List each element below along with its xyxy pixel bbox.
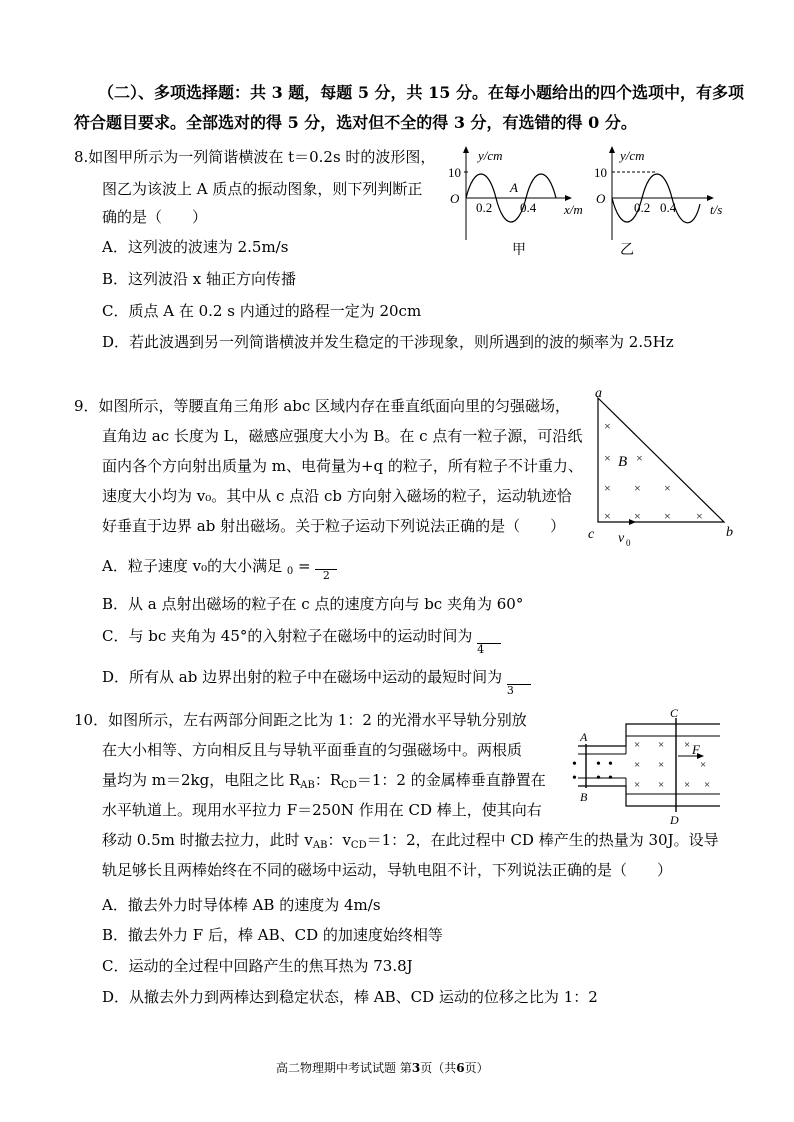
svg-text:•: • (572, 757, 577, 772)
fig10-label-D: D (670, 813, 679, 827)
svg-text:×: × (658, 759, 665, 771)
svg-text:×: × (664, 481, 671, 495)
svg-text:•: • (608, 771, 613, 786)
svg-text:×: × (604, 481, 611, 495)
fig9-label-v: v (618, 531, 625, 546)
jia-xlabel: x/m (564, 202, 583, 217)
svg-text:×: × (658, 739, 665, 751)
svg-text:×: × (664, 509, 671, 523)
q8-option-d: D．若此波遇到另一列简谐横波并发生稳定的干涉现象，则所遇到的波的频率为 2.5Hz (102, 333, 674, 351)
svg-text:×: × (604, 509, 611, 523)
jia-point-a: A (510, 180, 518, 195)
section-header-line2: 符合题目要求。全部选对的得 5 分，选对但不全的得 3 分，有选错的得 0 分。 (74, 113, 637, 132)
svg-text:×: × (634, 759, 641, 771)
svg-text:×: × (684, 779, 691, 791)
svg-text:×: × (634, 509, 641, 523)
fig10-label-A: A (580, 730, 588, 744)
page-footer: 高二物理期中考试试题 第3页（共6页） (276, 1061, 489, 1075)
svg-text:×: × (634, 481, 641, 495)
q10-stem-5: 移动 0.5m 时撤去拉力，此时 $v_{AB}$：$v_{CD}=1$：2，在此过程中 CD 棒产生的热量为 30J。设导 (102, 831, 719, 851)
jia-ytick: 10 (448, 165, 461, 180)
section-header-line1: （二）、多项选择题：共 3 题，每题 5 分，共 15 分。在每小题给出的四个选项中，有多项 (98, 83, 744, 102)
q10-option-d: D．从撤去外力到两棒达到稳定状态，棒 AB、CD 运动的位移之比为 1：2 (102, 988, 598, 1006)
q9-d-fraction: 3 (507, 684, 531, 697)
yi-ylabel: y/cm (620, 148, 645, 163)
q8-stem-3: 确的是（ ） (102, 208, 208, 226)
yi-tick2: 0.4 (660, 200, 677, 215)
q8-stem-1: 8.如图甲所示为一列简谐横波在 t＝0.2s 时的波形图， (74, 148, 436, 166)
yi-caption: 乙 (620, 243, 634, 258)
q8-stem-2: 图乙为该波上 A 质点的振动图象，则下列判断正 (102, 180, 423, 198)
vibration-graph-yi (590, 142, 740, 260)
q9-stem-2: 直角边 ac 长度为 L，磁感应强度大小为 B。在 c 点有一粒子源，可沿纸 (102, 427, 583, 445)
q9-stem-1: 9．如图所示，等腰直角三角形 abc 区域内存在垂直纸面向里的匀强磁场， (74, 397, 571, 415)
q10-option-c: C．运动的全过程中回路产生的焦耳热为 73.8J (102, 957, 413, 975)
jia-caption: 甲 (512, 243, 526, 258)
q10-option-a: A．撤去外力时导体棒 AB 的速度为 4m/s (102, 896, 381, 914)
yi-tick1: 0.2 (634, 200, 651, 215)
q8-option-a: A．这列波的波速为 2.5m/s (102, 238, 289, 256)
fig9-label-b: b (726, 525, 733, 540)
svg-text:×: × (604, 451, 611, 465)
q10-option-b: B．撤去外力 F 后，棒 AB、CD 的加速度始终相等 (102, 926, 443, 944)
fig9-crosses (604, 419, 703, 523)
fig9-label-a: a (595, 386, 602, 401)
q9-option-c: C．与 bc 夹角为 45°的入射粒子在磁场中的运动时间为 4 (102, 627, 501, 656)
q9-option-a: A．粒子速度 v₀的大小满足 $_0$ = 2 (102, 557, 337, 582)
q9-option-d: D．所有从 ab 边界出射的粒子中在磁场中运动的最短时间为 3 (102, 668, 531, 697)
q9-stem-3: 面内各个方向射出质量为 m、电荷量为+q 的粒子，所有粒子不计重力、 (102, 457, 583, 475)
q8-option-c: C．质点 A 在 0.2 s 内通过的路程一定为 20cm (102, 302, 422, 320)
svg-text:×: × (634, 779, 641, 791)
jia-ylabel: y/cm (478, 148, 503, 163)
q9-a-fraction: 2 (315, 569, 337, 582)
fig9-label-v-sub: 0 (626, 538, 631, 548)
q10-stem-1: 10．如图所示，左右两部分间距之比为 1：2 的光滑水平导轨分别放 (74, 711, 527, 729)
svg-text:•: • (596, 757, 601, 772)
double-rail-figure (574, 708, 724, 826)
q9-option-b: B．从 a 点射出磁场的粒子在 c 点的速度方向与 bc 夹角为 60° (102, 595, 524, 613)
fig9-label-c: c (588, 527, 595, 542)
svg-text:×: × (658, 779, 665, 791)
q9-c-fraction: 4 (477, 643, 501, 656)
yi-ytick: 10 (594, 165, 607, 180)
svg-text:×: × (684, 739, 691, 751)
svg-text:•: • (596, 771, 601, 786)
svg-text:×: × (696, 509, 703, 523)
svg-text:×: × (604, 419, 611, 433)
fig10-label-B: B (580, 790, 588, 804)
fig9-label-B: B (618, 454, 628, 470)
fig10-label-C: C (670, 706, 679, 720)
jia-origin: O (450, 191, 460, 206)
jia-tick1: 0.2 (476, 200, 493, 215)
svg-text:•: • (608, 757, 613, 772)
yi-origin: O (596, 191, 606, 206)
svg-text:•: • (572, 771, 577, 786)
svg-text:×: × (634, 739, 641, 751)
q10-stem-6: 轨足够长且两棒始终在不同的磁场中运动，导轨电阻不计，下列说法正确的是（ ） (102, 861, 673, 879)
svg-text:×: × (636, 451, 643, 465)
yi-xlabel: t/s (710, 202, 723, 217)
wave-graph-jia (440, 142, 600, 260)
q10-stem-3: 量均为 m＝2kg，电阻之比 $R_{AB}$：$R_{CD}=1$：2 的金属棒垂直静置在 (102, 771, 546, 791)
fig10-label-F: F (692, 742, 700, 757)
q10-stem-2: 在大小相等、方向相反且与导轨平面垂直的匀强磁场中。两根质 (102, 741, 523, 759)
svg-text:×: × (700, 759, 707, 771)
jia-tick2: 0.4 (520, 200, 537, 215)
q10-stem-4: 水平轨道上。现用水平拉力 F＝250N 作用在 CD 棒上，使其向右 (102, 801, 542, 819)
q8-option-b: B．这列波沿 x 轴正方向传播 (102, 270, 297, 288)
svg-text:×: × (704, 779, 711, 791)
q9-stem-5: 好垂直于边界 ab 射出磁场。关于粒子运动下列说法正确的是（ ） (102, 517, 566, 535)
fig10-dots (572, 757, 613, 786)
q9-stem-4: 速度大小均为 v₀。其中从 c 点沿 cb 方向射入磁场的粒子，运动轨迹恰 (102, 487, 572, 505)
magnetic-triangle-figure (586, 386, 746, 548)
